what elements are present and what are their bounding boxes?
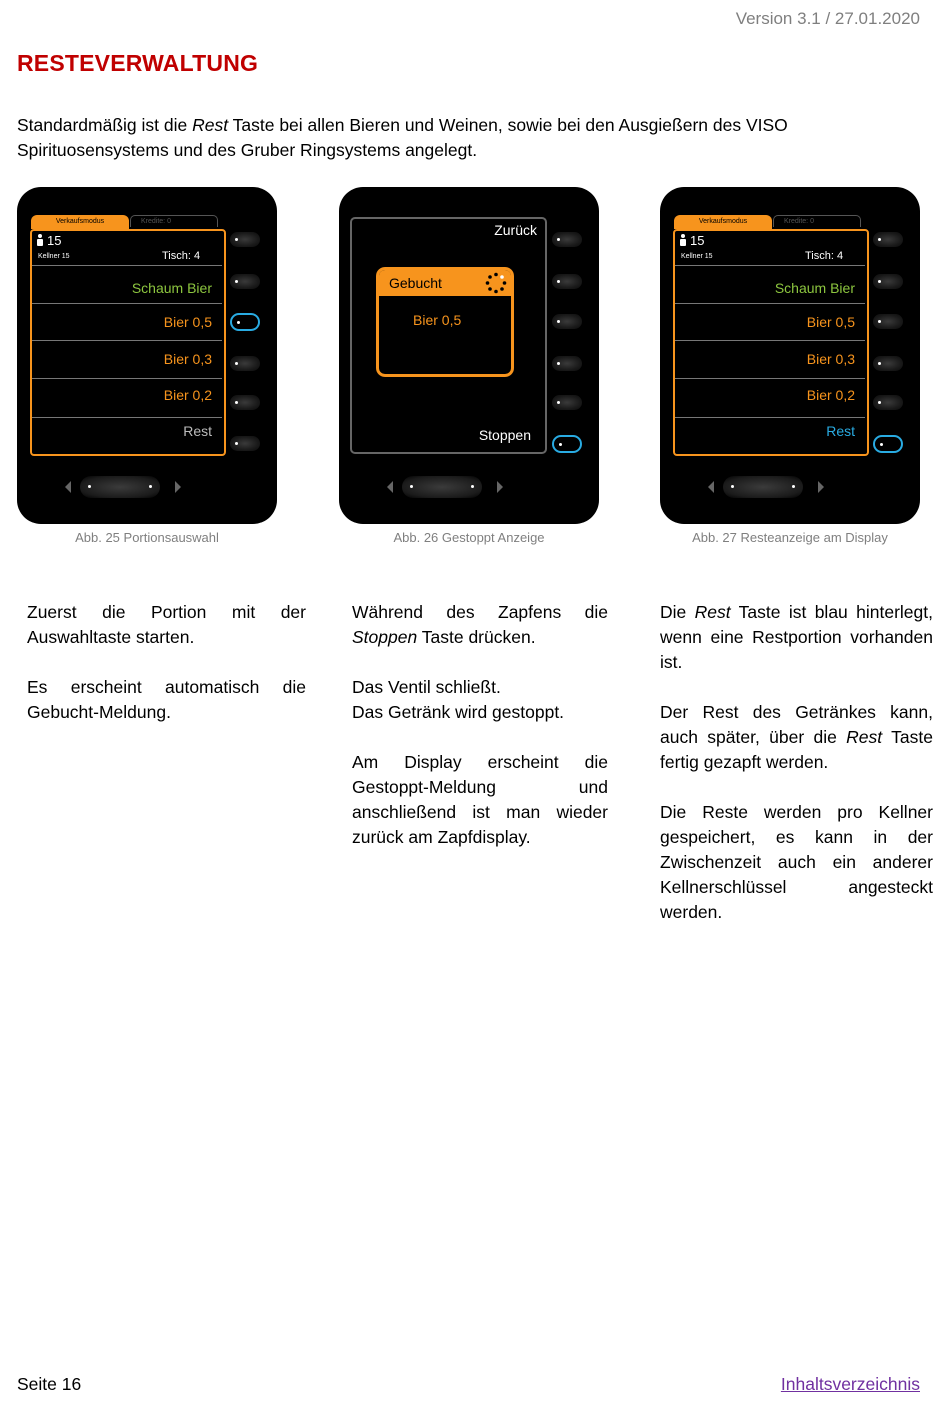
tisch-label: Tisch: 4 bbox=[805, 250, 844, 262]
menu-item-bier-03[interactable]: Bier 0,3 bbox=[806, 351, 855, 367]
side-button-5[interactable] bbox=[873, 395, 903, 410]
side-button-6[interactable] bbox=[230, 436, 260, 451]
divider bbox=[32, 303, 222, 304]
tab-verkaufsmodus[interactable]: Verkaufsmodus bbox=[31, 215, 129, 229]
paragraph: Am Display erscheint die Gestoppt-Meldung und anschließend ist man wieder zurück am Zapfdisplay. bbox=[352, 752, 608, 847]
intro-paragraph bbox=[17, 113, 917, 163]
divider bbox=[675, 265, 865, 266]
side-button-6-selected[interactable] bbox=[552, 435, 582, 453]
menu-item-bier-03[interactable]: Bier 0,3 bbox=[163, 351, 212, 367]
nav-wheel[interactable] bbox=[723, 476, 803, 498]
tab-kredite[interactable]: Kredite: 0 bbox=[773, 215, 861, 227]
nav-wheel[interactable] bbox=[402, 476, 482, 498]
menu-item-bier-05[interactable]: Bier 0,5 bbox=[163, 314, 212, 330]
figure-caption-26: Abb. 26 Gestoppt Anzeige bbox=[393, 530, 545, 545]
paragraph: Die Rest Taste ist blau hinterlegt, wenn eine Restportion vorhanden ist. bbox=[660, 602, 933, 672]
tab-kredite[interactable]: Kredite: 0 bbox=[130, 215, 218, 227]
version-label: Version 3.1 / 27.01.2020 bbox=[735, 9, 920, 28]
divider bbox=[32, 265, 222, 266]
divider bbox=[675, 417, 865, 418]
arrow-left-icon bbox=[387, 481, 393, 493]
paragraph: Während des Zapfens die Stoppen Taste drücken. bbox=[352, 602, 608, 647]
intro-text-pre: Standardmäßig ist die bbox=[17, 115, 193, 135]
back-label[interactable]: Zurück bbox=[494, 222, 537, 238]
paragraph: Der Rest des Getränkes kann, auch später, über die Rest Taste fertig gezapft werden. bbox=[660, 702, 933, 772]
side-button-1[interactable] bbox=[873, 232, 903, 247]
menu-item-schaum-bier[interactable]: Schaum Bier bbox=[131, 280, 212, 296]
side-button-1[interactable] bbox=[230, 232, 260, 247]
intro-text-post: Taste bei allen Bieren und Weinen, sowie bei den Ausgießern des VISO Spirituosensystems und des Gruber Ringsystems angelegt. bbox=[17, 115, 788, 160]
intro-text-em: Rest bbox=[192, 115, 229, 135]
menu-item-bier-05[interactable]: Bier 0,5 bbox=[806, 314, 855, 330]
tisch-label: Tisch: 4 bbox=[162, 250, 201, 262]
figure-caption-25: Abb. 25 Portionsauswahl bbox=[75, 530, 219, 545]
paragraph: Es erscheint automatisch die Gebucht-Meldung. bbox=[27, 677, 306, 722]
side-button-5[interactable] bbox=[552, 395, 582, 410]
side-button-4[interactable] bbox=[552, 356, 582, 371]
page-title: RESTEVERWALTUNG bbox=[17, 50, 259, 76]
divider bbox=[32, 378, 222, 379]
text-column-3 bbox=[660, 600, 933, 925]
display-screen bbox=[30, 229, 226, 456]
device-gestoppt bbox=[339, 187, 599, 524]
menu-item-bier-02[interactable]: Bier 0,2 bbox=[806, 387, 855, 403]
menu-item-schaum-bier[interactable]: Schaum Bier bbox=[774, 280, 855, 296]
kellner-label: Kellner 15 bbox=[38, 253, 70, 260]
side-button-1[interactable] bbox=[552, 232, 582, 247]
mode-tabs bbox=[673, 215, 865, 229]
arrow-right-icon bbox=[175, 481, 181, 493]
page-number: Seite 16 bbox=[17, 1374, 82, 1394]
mode-tabs bbox=[30, 215, 222, 229]
side-button-5[interactable] bbox=[230, 395, 260, 410]
popup-header bbox=[379, 270, 511, 296]
menu-item-bier-02[interactable]: Bier 0,2 bbox=[163, 387, 212, 403]
side-button-2[interactable] bbox=[230, 274, 260, 289]
divider bbox=[675, 340, 865, 341]
arrow-left-icon bbox=[708, 481, 714, 493]
side-button-3[interactable] bbox=[552, 314, 582, 329]
side-button-3-selected[interactable] bbox=[230, 313, 260, 331]
divider bbox=[675, 303, 865, 304]
toc-link[interactable]: Inhaltsverzeichnis bbox=[780, 1374, 920, 1394]
arrow-left-icon bbox=[65, 481, 71, 493]
person-icon bbox=[37, 234, 43, 246]
side-button-4[interactable] bbox=[230, 356, 260, 371]
arrow-right-icon bbox=[818, 481, 824, 493]
figure-caption-27: Abb. 27 Resteanzeige am Display bbox=[692, 530, 888, 545]
ticket-number: 15 bbox=[680, 233, 704, 248]
popup-item: Bier 0,5 bbox=[413, 312, 462, 328]
side-button-2[interactable] bbox=[552, 274, 582, 289]
tab-verkaufsmodus[interactable]: Verkaufsmodus bbox=[674, 215, 772, 229]
loading-spinner-icon bbox=[485, 272, 507, 294]
side-button-3[interactable] bbox=[873, 314, 903, 329]
divider bbox=[32, 417, 222, 418]
side-button-2[interactable] bbox=[873, 274, 903, 289]
divider bbox=[675, 378, 865, 379]
side-button-6-selected[interactable] bbox=[873, 435, 903, 453]
paragraph: Zuerst die Portion mit der Auswahltaste starten. bbox=[27, 602, 306, 647]
paragraph: Das Ventil schließt. Das Getränk wird gestoppt. bbox=[352, 677, 565, 722]
person-icon bbox=[680, 234, 686, 246]
device-resteanzeige bbox=[660, 187, 920, 524]
device-portionsauswahl bbox=[17, 187, 277, 524]
side-button-4[interactable] bbox=[873, 356, 903, 371]
ticket-number: 15 bbox=[37, 233, 61, 248]
stop-label[interactable]: Stoppen bbox=[478, 427, 531, 443]
gebucht-popup bbox=[376, 267, 514, 377]
popup-title: Gebucht bbox=[389, 275, 442, 291]
arrow-right-icon bbox=[497, 481, 503, 493]
menu-item-rest[interactable]: Rest bbox=[826, 423, 855, 439]
display-screen bbox=[673, 229, 869, 456]
text-column-1 bbox=[27, 600, 306, 725]
divider bbox=[32, 340, 222, 341]
paragraph: Die Reste werden pro Kellner gespeichert, es kann in der Zwischenzeit auch ein anderer Kellnerschlüssel angesteckt werden. bbox=[660, 802, 933, 922]
menu-item-rest[interactable]: Rest bbox=[183, 423, 212, 439]
text-column-2 bbox=[352, 600, 608, 850]
kellner-label: Kellner 15 bbox=[681, 253, 713, 260]
nav-wheel[interactable] bbox=[80, 476, 160, 498]
